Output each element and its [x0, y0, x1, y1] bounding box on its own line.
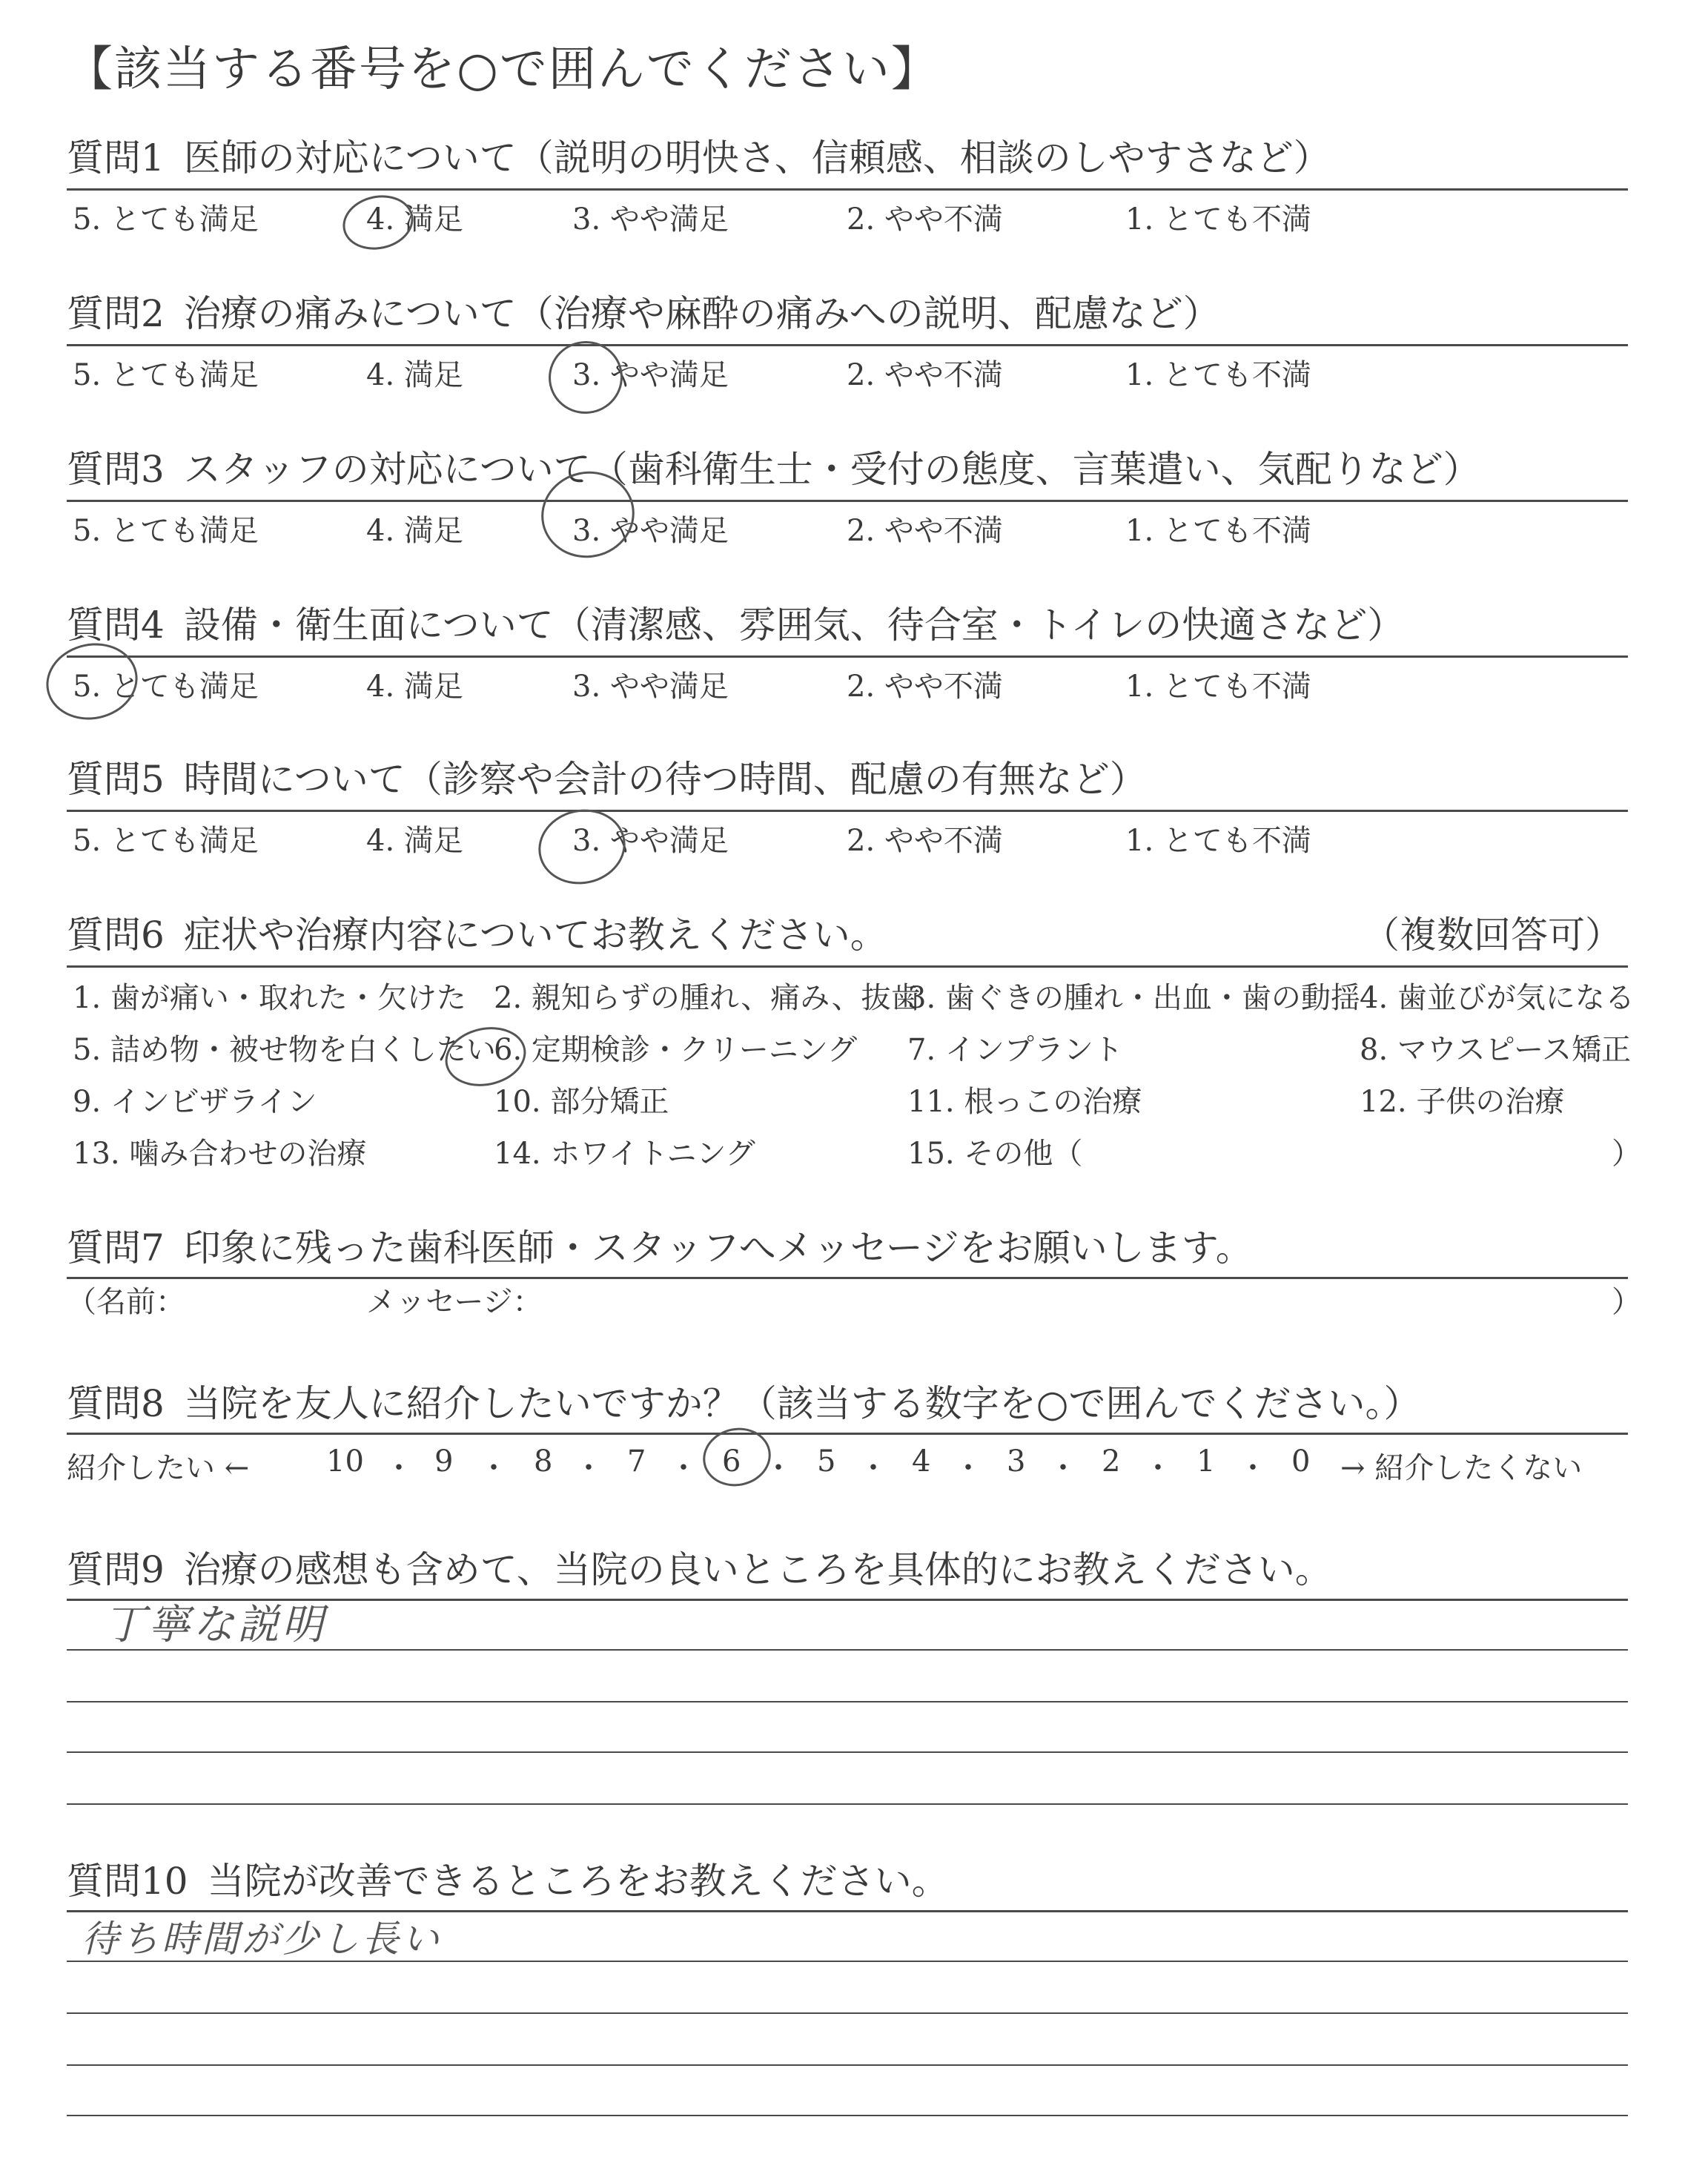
question-8 [67, 1382, 1421, 1425]
hand-circle-mark [338, 189, 419, 256]
scale-4[interactable]: 4 [912, 1444, 931, 1479]
q2-option-5[interactable]: 5. とても満足 [73, 358, 259, 392]
q6-option[interactable]: 12. 子供の治療 [1360, 1085, 1565, 1119]
question-text: 治療の感想も含めて、当院の良いところを具体的にお教えください。 [183, 1548, 1332, 1591]
q2-option-2[interactable]: 2. やや不満 [847, 358, 1003, 392]
q1-option-1[interactable]: 1. とても不満 [1125, 202, 1311, 237]
hand-circle-mark [440, 1020, 532, 1093]
q1-option-3[interactable]: 3. やや満足 [572, 202, 729, 237]
divider [67, 1433, 1628, 1435]
question-text: 症状や治療内容についてお教えください。 [183, 914, 887, 957]
q6-option[interactable]: 6. 定期検診・クリーニング [494, 1033, 858, 1067]
q6-option[interactable]: 4. 歯並びが気になる [1360, 981, 1635, 1015]
hand-circle-mark [39, 635, 145, 728]
q6-option[interactable]: 9. インビザライン [73, 1085, 317, 1119]
scale-separator: ・ [953, 1451, 983, 1485]
question-number: 質問5 [67, 758, 165, 801]
message-close: ） [1612, 1285, 1641, 1319]
message-label: メッセージ： [366, 1285, 543, 1319]
question-number: 質問2 [67, 292, 165, 335]
divider [67, 965, 1628, 968]
question-5 [67, 758, 1147, 801]
scale-1[interactable]: 1 [1196, 1444, 1216, 1479]
scale-separator: ・ [479, 1451, 509, 1485]
question-4 [67, 604, 1405, 647]
q6-option[interactable]: 2. 親知らずの腫れ、痛み、抜歯 [494, 981, 921, 1015]
divider [67, 655, 1628, 658]
q4-option-1[interactable]: 1. とても不満 [1125, 670, 1311, 704]
question-number: 質問10 [67, 1860, 188, 1903]
divider [67, 188, 1628, 191]
q6-option[interactable]: 10. 部分矯正 [494, 1085, 669, 1119]
scale-6[interactable]: 6 [722, 1444, 741, 1479]
q6-option[interactable]: 11. 根っこの治療 [907, 1085, 1142, 1119]
q4-option-2[interactable]: 2. やや不満 [847, 670, 1003, 704]
q6-other-close: ） [1612, 1137, 1641, 1171]
question-number: 質問8 [67, 1382, 165, 1425]
scale-separator: ・ [669, 1451, 698, 1485]
question-text: 設備・衛生面について（清潔感、雰囲気、待合室・トイレの快適さなど） [183, 604, 1405, 647]
q1-option-4[interactable]: 4. 満足 [366, 202, 463, 237]
q9-handwritten-answer: 丁寧な説明 [104, 1601, 326, 1649]
scale-8[interactable]: 8 [534, 1444, 553, 1479]
q5-option-5[interactable]: 5. とても満足 [73, 824, 259, 858]
q2-option-4[interactable]: 4. 満足 [366, 358, 463, 392]
question-number: 質問9 [67, 1548, 165, 1591]
question-number: 質問1 [67, 136, 165, 179]
scale-separator: ・ [858, 1451, 888, 1485]
q3-option-3[interactable]: 3. やや満足 [572, 514, 729, 548]
question-1 [67, 136, 1331, 179]
question-text: 当院が改善できるところをお教えください。 [207, 1860, 949, 1903]
answer-line [67, 2064, 1628, 2066]
question-text: 当院を友人に紹介したいですか？（該当する数字を○で囲んでください。） [183, 1382, 1421, 1425]
scale-5[interactable]: 5 [817, 1444, 836, 1479]
q5-option-1[interactable]: 1. とても不満 [1125, 824, 1311, 858]
answer-line [67, 2012, 1628, 2014]
answer-line [67, 1649, 1628, 1651]
scale-separator: ・ [1048, 1451, 1078, 1485]
question-3 [67, 448, 1480, 491]
multiple-answer-note: （複数回答可） [1363, 914, 1622, 957]
q2-option-1[interactable]: 1. とても不満 [1125, 358, 1311, 392]
scale-10[interactable]: 10 [326, 1444, 364, 1479]
question-text: 治療の痛みについて（治療や麻酔の痛みへの説明、配慮など） [183, 292, 1220, 335]
q4-option-3[interactable]: 3. やや満足 [572, 670, 729, 704]
q5-option-2[interactable]: 2. やや不満 [847, 824, 1003, 858]
name-label: （名前： [67, 1285, 185, 1319]
divider [67, 344, 1628, 346]
q6-option[interactable]: 8. マウスピース矯正 [1360, 1033, 1632, 1067]
q1-option-5[interactable]: 5. とても満足 [73, 202, 259, 237]
q2-option-3[interactable]: 3. やや満足 [572, 358, 729, 392]
answer-line [67, 1803, 1628, 1805]
question-number: 質問3 [67, 448, 165, 491]
q6-option[interactable]: 14. ホワイトニング [494, 1137, 755, 1171]
question-number: 質問6 [67, 914, 165, 957]
q3-option-1[interactable]: 1. とても不満 [1125, 514, 1311, 548]
divider [67, 500, 1628, 502]
question-text: 時間について（診察や会計の待つ時間、配慮の有無など） [183, 758, 1147, 801]
scale-separator: ・ [574, 1451, 603, 1485]
q3-option-4[interactable]: 4. 満足 [366, 514, 463, 548]
q6-option[interactable]: 15. その他（ [907, 1137, 1083, 1171]
question-number: 質問4 [67, 604, 165, 647]
q6-option[interactable]: 1. 歯が痛い・取れた・欠けた [73, 981, 466, 1015]
scale-right-label: → 紹介したくない [1340, 1451, 1583, 1485]
question-10 [67, 1860, 949, 1903]
divider [67, 1910, 1628, 1912]
hand-circle-mark [542, 334, 629, 421]
divider [67, 810, 1628, 812]
q3-option-2[interactable]: 2. やや不満 [847, 514, 1003, 548]
q6-option[interactable]: 3. 歯ぐきの腫れ・出血・歯の動揺 [907, 981, 1360, 1015]
question-text: 印象に残った歯科医師・スタッフへメッセージをお願いします。 [183, 1226, 1253, 1269]
q1-option-2[interactable]: 2. やや不満 [847, 202, 1003, 237]
q10-handwritten-answer: 待ち時間が少し長い [82, 1918, 442, 1961]
q5-option-3[interactable]: 3. やや満足 [572, 824, 729, 858]
question-2 [67, 292, 1220, 335]
answer-line [67, 1961, 1628, 1962]
divider [67, 1277, 1628, 1279]
question-6 [67, 914, 887, 957]
scale-separator: ・ [1143, 1451, 1173, 1485]
hand-circle-mark [532, 802, 632, 892]
question-text: スタッフの対応について（歯科衛生士・受付の態度、言葉遣い、気配りなど） [183, 448, 1480, 491]
scale-separator: ・ [764, 1451, 793, 1485]
question-7 [67, 1226, 1253, 1269]
q3-option-5[interactable]: 5. とても満足 [73, 514, 259, 548]
scale-0[interactable]: 0 [1291, 1444, 1311, 1479]
scale-separator: ・ [1238, 1451, 1268, 1485]
form-header: 【該当する番号を○で囲んでください】 [65, 42, 940, 97]
scale-left-label: 紹介したい ← [67, 1451, 250, 1485]
answer-line [67, 1751, 1628, 1753]
scale-7[interactable]: 7 [627, 1444, 646, 1479]
scale-9[interactable]: 9 [434, 1444, 454, 1479]
q5-option-4[interactable]: 4. 満足 [366, 824, 463, 858]
question-text: 医師の対応について（説明の明快さ、信頼感、相談のしやすさなど） [183, 136, 1331, 179]
scale-3[interactable]: 3 [1007, 1444, 1026, 1479]
q4-option-5[interactable]: 5. とても満足 [73, 670, 259, 704]
q6-option[interactable]: 5. 詰め物・被せ物を白くしたい [73, 1033, 496, 1067]
q6-option[interactable]: 13. 噛み合わせの治療 [73, 1137, 367, 1171]
question-9 [67, 1548, 1332, 1591]
scale-separator: ・ [384, 1451, 414, 1485]
answer-line [67, 1701, 1628, 1702]
answer-line [67, 2115, 1628, 2116]
q6-option[interactable]: 7. インプラント [907, 1033, 1123, 1067]
question-number: 質問7 [67, 1226, 165, 1269]
scale-2[interactable]: 2 [1102, 1444, 1121, 1479]
q4-option-4[interactable]: 4. 満足 [366, 670, 463, 704]
